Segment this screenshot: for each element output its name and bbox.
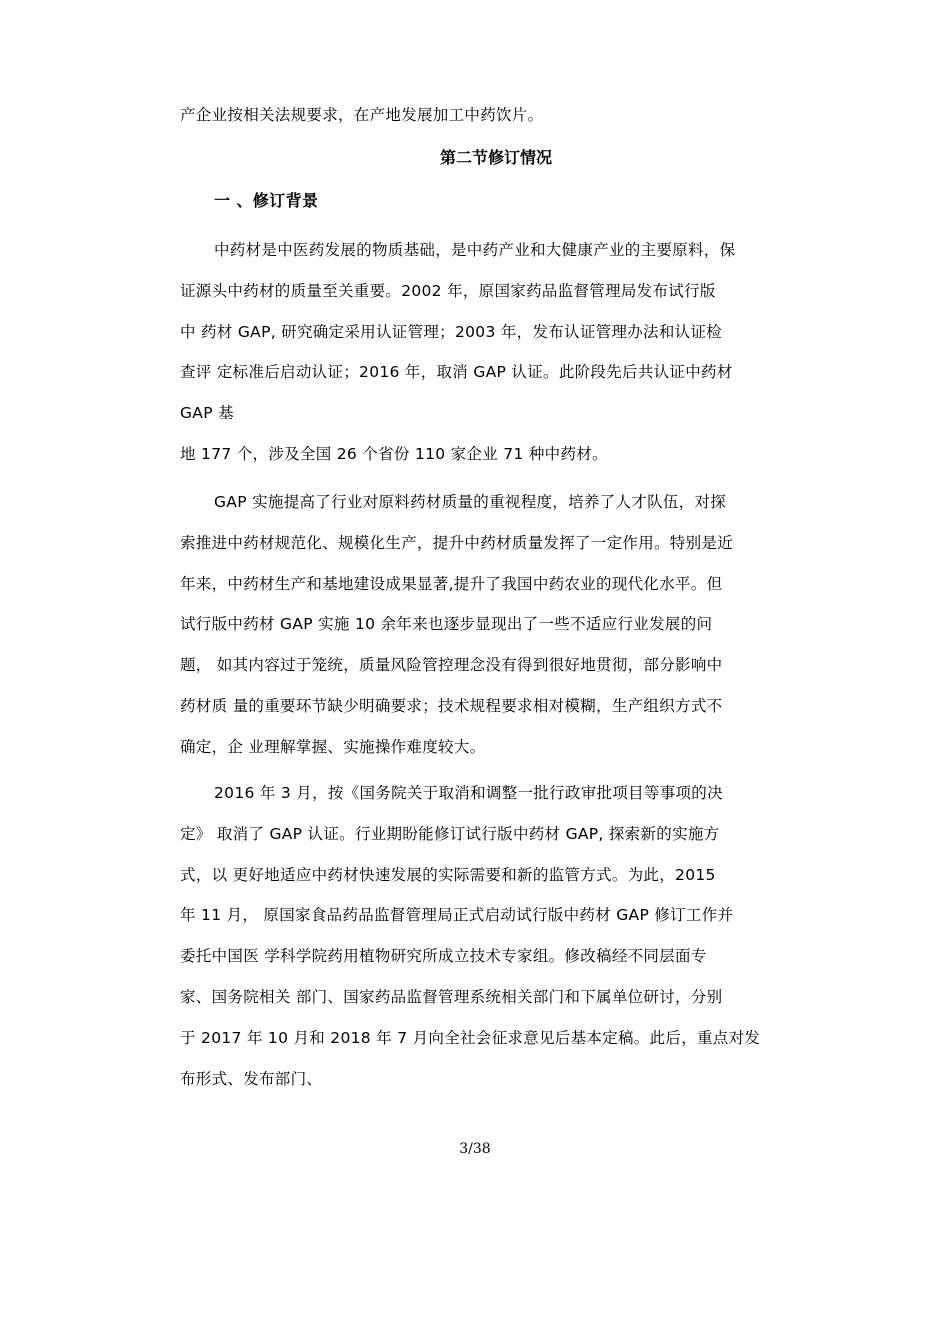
page-number: 3/38 [459, 1141, 491, 1157]
text-line: 家、国务院相关 部门、国家药品监督管理系统相关部门和下属单位研讨，分别 [180, 987, 723, 1006]
paragraph-2 [180, 482, 812, 768]
text-line: 布形式、发布部门、 [180, 1069, 323, 1088]
text-line: 中药材是中医药发展的物质基础，是中药产业和大健康产业的主要原料，保 [214, 241, 736, 259]
text-line: 产企业按相关法规要求，在产地发展加工中药饮片。 [180, 106, 544, 124]
text-line: 题， 如其内容过于笼统，质量风险管控理念没有得到很好地贯彻，部分影响中 [180, 656, 723, 675]
text-line: 委托中国医 学科学院药用植物研究所成立技术专家组。修改稿经不同层面专 [180, 947, 707, 966]
paragraph-1 [180, 230, 812, 475]
text-line: 证源头中药材的质量至关重要。2002 年，原国家药品监督管理局发布试行版 [180, 281, 716, 300]
text-line: 药材质 量的重要环节缺少明确要求；技术规程要求相对模糊，生产组织方式不 [180, 696, 723, 715]
text-line: 地 177 个，涉及全国 26 个省份 110 家企业 71 种中药材。 [180, 444, 608, 463]
text-line: 查评 定标准后启动认证；2016 年，取消 GAP 认证。此阶段先后共认证中药材 [180, 363, 733, 382]
paragraph-3 [180, 773, 812, 1099]
text-line: 确定，企 业理解掌握、实施操作难度较大。 [180, 737, 486, 756]
text-line: 试行版中药材 GAP 实施 10 余年来也逐步显现出了一些不适应行业发展的问 [180, 615, 713, 634]
text-line: 式，以 更好地适应中药材快速发展的实际需要和新的监管方式。为此，2015 [180, 865, 716, 884]
text-line: 索推进中药材规范化、规模化生产，提升中药材质量发挥了一定作用。特别是近 [180, 533, 734, 552]
text-line: 年来，中药材生产和基地建设成果显著,提升了我国中药农业的现代化水平。但 [180, 574, 723, 593]
section-title: 第二节修订情况 [439, 148, 552, 167]
text-line: 定》 取消了 GAP 认证。行业期盼能修订试行版中药材 GAP, 探索新的实施方 [180, 824, 720, 843]
text-line: GAP 实施提高了行业对原料药材质量的重视程度，培养了人才队伍，对探 [214, 493, 727, 511]
subsection-title: 一 、修订背景 [214, 191, 319, 210]
text-line: 于 2017 年 10 月和 2018 年 7 月向全社会征求意见后基本定稿。此后，重点对发 [180, 1028, 761, 1047]
text-line: 2016 年 3 月，按《国务院关于取消和调整一批行政审批项目等事项的决 [214, 784, 723, 802]
text-line: GAP 基 [180, 404, 234, 423]
carry-over-text [180, 95, 812, 136]
text-line: 中 药材 GAP, 研究确定采用认证管理；2003 年，发布认证管理办法和认证检 [180, 322, 723, 341]
text-line: 年 11 月， 原国家食品药品监督管理局正式启动试行版中药材 GAP 修订工作并 [180, 906, 734, 925]
